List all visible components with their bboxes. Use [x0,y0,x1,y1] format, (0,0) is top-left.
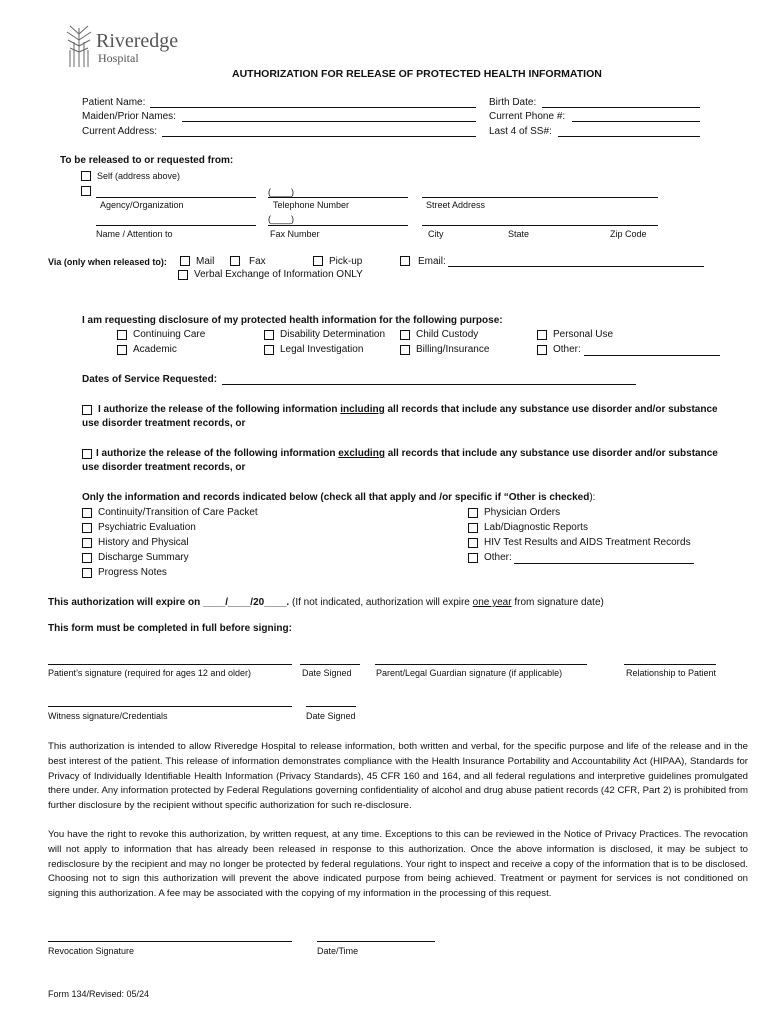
including-statement-line2: use disorder treatment records, or [82,418,246,429]
personal-use-checkbox[interactable] [537,330,547,340]
agency-caption: Agency/Organization [100,200,184,210]
purpose-heading: I am requesting disclosure of my protected health information for the following purpose: [82,315,503,326]
purpose-other-field[interactable] [584,355,720,356]
billing-checkbox[interactable] [400,345,410,355]
revocation-signature-line[interactable] [48,941,292,942]
phone-paren-2: (____) [268,214,295,224]
state-caption: State [508,229,530,239]
other-recipient-checkbox[interactable] [81,186,91,196]
witness-signature-line[interactable] [48,706,292,707]
fax-field[interactable] [268,225,408,226]
academic-label: Academic [133,344,177,355]
form-id: Form 134/Revised: 05/24 [48,989,150,999]
purpose-other-checkbox[interactable] [537,345,547,355]
logo-name: Riveredge [96,30,179,52]
including-checkbox[interactable] [82,405,92,415]
relationship-line[interactable] [624,664,716,665]
logo-subname: Hospital [98,51,139,65]
continuing-care-label: Continuing Care [133,329,206,340]
name-attention-field[interactable] [96,225,256,226]
hiv-records-checkbox[interactable] [468,538,478,548]
witness-date-caption: Date Signed [306,711,356,721]
lab-reports-label: Lab/Diagnostic Reports [484,522,588,533]
continuing-care-checkbox[interactable] [117,330,127,340]
psych-eval-label: Psychiatric Evaluation [98,522,196,533]
progress-notes-checkbox[interactable] [82,568,92,578]
hospital-logo [64,22,194,68]
date-signed-caption: Date Signed [302,668,352,678]
only-heading: Only the information and records indicated below (check all that apply and /or specific if “Other is checked): [82,492,596,503]
name-attention-caption: Name / Attention to [96,229,173,239]
complete-notice: This form must be completed in full before signing: [48,623,292,634]
physician-orders-checkbox[interactable] [468,508,478,518]
continuity-checkbox[interactable] [82,508,92,518]
maiden-names-label: Maiden/Prior Names: [82,111,176,122]
billing-label: Billing/Insurance [416,344,490,355]
guardian-signature-line[interactable] [375,664,587,665]
excluding-statement-line2: use disorder treatment records, or [82,462,246,473]
current-phone-label: Current Phone #: [489,111,566,122]
guardian-signature-caption: Parent/Legal Guardian signature (if applicable) [376,668,563,678]
pickup-checkbox[interactable] [313,256,323,266]
tree-logo-icon [64,22,94,68]
personal-use-label: Personal Use [553,329,614,340]
patient-signature-line[interactable] [48,664,292,665]
ssn-label: Last 4 of SS#: [489,126,552,137]
disability-label: Disability Determination [280,329,386,340]
city-caption: City [428,229,444,239]
form-title: AUTHORIZATION FOR RELEASE OF PROTECTED HEALTH INFORMATION [232,68,602,80]
legal-label: Legal Investigation [280,344,364,355]
including-statement: I authorize the release of the following information including all records that include any substance use disorder and/or substance [98,404,718,415]
email-checkbox[interactable] [400,256,410,266]
current-address-label: Current Address: [82,126,158,137]
discharge-summary-label: Discharge Summary [98,552,189,563]
history-physical-checkbox[interactable] [82,538,92,548]
telephone-field[interactable] [268,197,408,198]
patient-signature-caption: Patient’s signature (required for ages 12 and older) [48,668,251,678]
discharge-summary-checkbox[interactable] [82,553,92,563]
dates-label: Dates of Service Requested: [82,374,218,385]
street-field[interactable] [422,197,658,198]
date-signed-line[interactable] [300,664,360,665]
zip-caption: Zip Code [610,229,647,239]
current-address-field[interactable] [162,136,476,137]
patient-name-field[interactable] [150,107,476,108]
records-other-checkbox[interactable] [468,553,478,563]
fax-label: Fax [249,256,266,267]
telephone-caption: Telephone Number [273,200,350,210]
verbal-label: Verbal Exchange of Information ONLY [194,269,363,280]
release-heading: To be released to or requested from: [60,155,234,166]
maiden-names-field[interactable] [182,121,476,122]
progress-notes-label: Progress Notes [98,567,167,578]
patient-name-label: Patient Name: [82,97,146,108]
phone-paren-1: (____) [268,187,295,197]
disability-checkbox[interactable] [264,330,274,340]
email-field[interactable] [448,266,704,267]
dates-field[interactable] [222,384,636,385]
records-other-label: Other: [484,552,512,563]
birth-date-field[interactable] [542,107,700,108]
records-other-field[interactable] [514,563,694,564]
email-label: Email: [418,256,446,267]
expiration-statement: This authorization will expire on ____/____/20____. (If not indicated, authorization will expire one year from signature date) [48,597,604,608]
relationship-caption: Relationship to Patient [626,668,717,678]
legal-checkbox[interactable] [264,345,274,355]
birth-date-label: Birth Date: [489,97,537,108]
street-caption: Street Address [426,200,486,210]
lab-reports-checkbox[interactable] [468,523,478,533]
mail-checkbox[interactable] [180,256,190,266]
agency-field[interactable] [96,197,256,198]
city-state-zip-field[interactable] [422,225,658,226]
witness-date-line[interactable] [306,706,356,707]
custody-label: Child Custody [416,329,479,340]
psych-eval-checkbox[interactable] [82,523,92,533]
continuity-label: Continuity/Transition of Care Packet [98,507,258,518]
authorization-paragraph: This authorization is intended to allow Riveredge Hospital to release information, both written and verbal, for the specific purpose and life of the release and in the best interest of the patient. This release of information demonstrates compliance with the Health Insurance Portability and Accountability Act (HIPAA), Standards for Privacy of Individually Identifiable Health Information (Privacy Standards), 45 CFR 160 and 164, and all federal regulations and interpretive guidelines promulgated there under. Any information protected by Federal Regulations governing confidentiality of alcohol and drug abuse patient records (42 CFR, Part 2) is prohibited from further disclosure by the recipient without specific authorization for such re-disclosure. [48,741,748,812]
hiv-records-label: HIV Test Results and AIDS Treatment Records [484,537,691,548]
purpose-other-label: Other: [553,344,581,355]
revocation-date-caption: Date/Time [317,946,359,956]
current-phone-field[interactable] [572,121,700,122]
revocation-signature-caption: Revocation Signature [48,946,135,956]
custody-checkbox[interactable] [400,330,410,340]
revocation-date-line[interactable] [317,941,435,942]
mail-label: Mail [196,256,215,267]
self-checkbox[interactable] [81,171,91,181]
history-physical-label: History and Physical [98,537,189,548]
via-label: Via (only when released to): [48,257,167,267]
revocation-paragraph: You have the right to revoke this authorization, by written request, at any time. Exceptions to this can be reviewed in the Notice of Privacy Practices. The revocation will not apply to information that has already been released in response to this authorization. Once the above information is disclosed, it may be subject to redisclosure by the recipient and may no longer be protected by federal regulations. Your right to inspect and receive a copy of the information that is to be disclosed. Choosing not to sign this authorization will prevent the above indicated purpose from being achieved. Treatment or payment for services is not conditioned on signing this authorization. A fee may be associated with the copying of my information in the processing of this request. [48,829,748,900]
witness-caption: Witness signature/Credentials [48,711,168,721]
excluding-checkbox[interactable] [82,449,92,459]
pickup-label: Pick-up [329,256,363,267]
self-label: Self (address above) [97,171,181,181]
fax-caption: Fax Number [270,229,320,239]
fax-checkbox[interactable] [230,256,240,266]
ssn-field[interactable] [558,136,700,137]
physician-orders-label: Physician Orders [484,507,561,518]
excluding-statement: I authorize the release of the following information excluding all records that include any substance use disorder and/or substance [96,448,718,459]
academic-checkbox[interactable] [117,345,127,355]
verbal-checkbox[interactable] [178,270,188,280]
